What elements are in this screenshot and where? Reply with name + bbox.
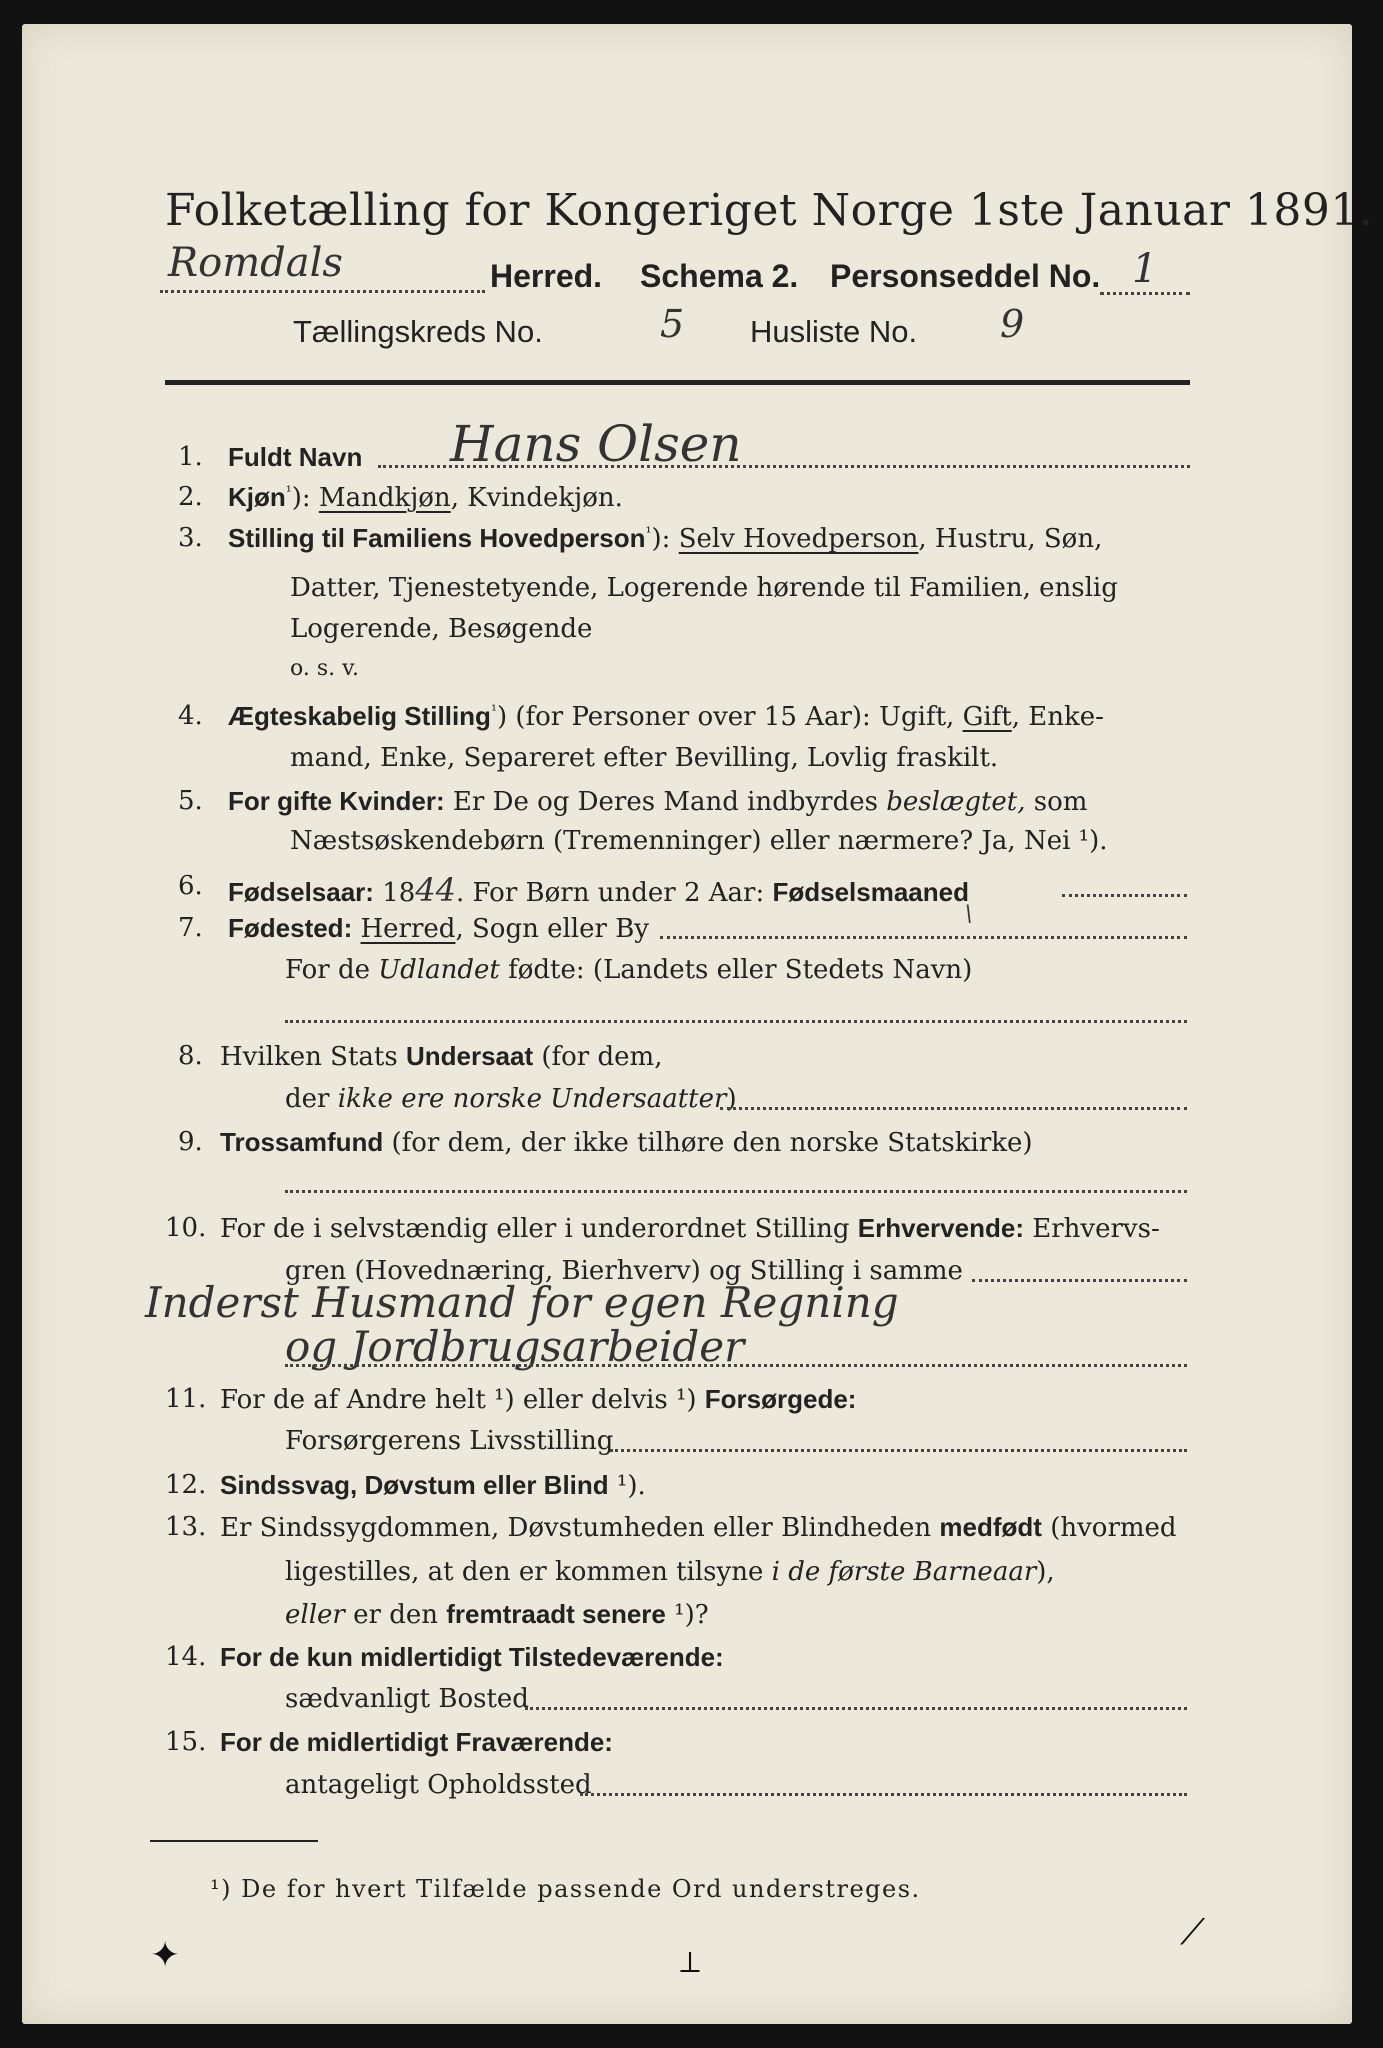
- item-number: 3.: [178, 523, 203, 553]
- sex-label: Kjøn: [228, 482, 286, 512]
- text: beslægtet,: [886, 787, 1026, 817]
- text: (for dem, der ikke tilhøre den norske Statskirke): [383, 1128, 1033, 1158]
- text: ¹)?: [665, 1600, 709, 1630]
- birth-month-label: Fødselsmaaned: [772, 877, 969, 907]
- footnote-ref: ¹: [645, 523, 652, 542]
- item-number: 4.: [178, 701, 203, 731]
- header-rule: [165, 380, 1190, 385]
- name-value: Hans Olsen: [450, 415, 742, 473]
- item-number: 9.: [178, 1127, 203, 1157]
- item-number: 5.: [178, 786, 203, 816]
- birth-year-label: Fødselsaar:: [228, 877, 374, 907]
- dependents-line2: Forsørgerens Livsstilling: [285, 1426, 614, 1456]
- dependents-line1: [220, 1384, 856, 1415]
- personseddel-dotted-line: [1100, 292, 1190, 295]
- family-position-line3: Logerende, Besøgende: [290, 614, 593, 644]
- item-number: 8.: [178, 1041, 203, 1071]
- herred-value: Romdals: [168, 240, 343, 286]
- occupation-line2: gren (Hovednæring, Bierhverv) og Stilling i samme: [285, 1256, 963, 1286]
- family-position-line2: Datter, Tjenestetyende, Logerende hørende til Familien, enslig: [290, 573, 1118, 603]
- religion-label: Trossamfund: [220, 1127, 384, 1157]
- family-position-line4: o. s. v.: [290, 656, 359, 681]
- sex-option-female: , Kvindekjøn.: [450, 483, 623, 513]
- occupation-dotted-line-2: [285, 1364, 1187, 1367]
- text: som: [1025, 787, 1088, 817]
- provider-dotted-line: [610, 1449, 1187, 1452]
- husliste-label: Husliste No.: [750, 314, 918, 349]
- item-number: 15.: [165, 1727, 207, 1757]
- family-position-label: Stilling til Familiens Hovedperson: [228, 523, 646, 553]
- marital-status-selected: Gift: [962, 702, 1012, 732]
- birthplace-value: \: [965, 902, 973, 927]
- footnote: ¹) De for hvert Tilfælde passende Ord understreges.: [210, 1875, 921, 1903]
- herred-dotted-line: [160, 290, 485, 293]
- occupation-value-line1: Inderst Husmand for egen Regning: [145, 1278, 899, 1327]
- text: For de af Andre helt ¹) eller delvis ¹): [220, 1385, 705, 1415]
- item-number: 1.: [178, 442, 203, 472]
- text: , Hustru, Søn,: [918, 524, 1103, 554]
- footnote-rule: [150, 1840, 318, 1842]
- congenital-line3: [285, 1599, 709, 1630]
- marital-status-label: Ægteskabelig Stilling: [228, 701, 491, 731]
- text: Hvilken Stats: [220, 1042, 406, 1072]
- married-women-label: For gifte Kvinder:: [228, 786, 445, 816]
- occupation-label: Erhvervende:: [857, 1213, 1024, 1243]
- marital-status-line1: [228, 701, 1104, 732]
- registration-mark: ✦: [150, 1935, 181, 1976]
- text: , Sogn eller By: [455, 914, 649, 944]
- text: ),: [1036, 1557, 1055, 1587]
- congenital-line2: [285, 1557, 1055, 1587]
- item-number: 2.: [178, 482, 203, 512]
- sex-option-male: Mandkjøn: [318, 483, 451, 513]
- dependents-label: Forsørgede:: [704, 1384, 857, 1414]
- probable-location-label: antageligt Opholdssted: [285, 1770, 592, 1800]
- text: (hvormed: [1041, 1513, 1177, 1543]
- text: fødte: (Landets eller Stedets Navn): [499, 955, 973, 985]
- herred-label: Herred.: [490, 258, 603, 294]
- item-number: 11.: [165, 1384, 207, 1414]
- text: , Enke-: [1011, 702, 1104, 732]
- text: er den: [344, 1600, 447, 1630]
- item-number: 10.: [165, 1213, 207, 1243]
- citizenship-line2: [285, 1084, 737, 1114]
- usual-residence-label: sædvanligt Bosted: [285, 1684, 529, 1714]
- disability-label: Sindssvag, Døvstum eller Blind: [220, 1470, 609, 1500]
- citizenship-dotted-line: [720, 1107, 1187, 1110]
- birthplace-dotted-line: [660, 936, 1187, 939]
- religion-line: [220, 1127, 1033, 1158]
- sex-sep: ):: [291, 483, 319, 513]
- text: der: [285, 1084, 338, 1114]
- text: Er De og Deres Mand indbyrdes: [444, 787, 887, 817]
- congenital-line1: [220, 1512, 1177, 1543]
- usual-residence-dotted-line: [525, 1707, 1187, 1710]
- religion-dotted-line: [285, 1190, 1187, 1193]
- text: 18: [373, 878, 416, 908]
- text: Erhvervs-: [1023, 1214, 1160, 1244]
- probable-location-dotted-line: [580, 1793, 1187, 1796]
- text: ¹).: [608, 1471, 646, 1501]
- item-number: 14.: [165, 1642, 207, 1672]
- husliste-value: 9: [1000, 302, 1025, 346]
- temporary-absent-label: For de midlertidigt Fraværende:: [220, 1727, 613, 1757]
- family-position-selected: Selv Hovedperson: [678, 524, 919, 554]
- birth-year-line: [228, 871, 969, 909]
- kreds-value: 5: [660, 302, 685, 346]
- text: For de: [285, 955, 379, 985]
- citizenship-line1: [220, 1041, 662, 1072]
- text: . For Børn under 2 Aar:: [456, 878, 773, 908]
- sex-line: [228, 482, 623, 513]
- marital-status-line2: mand, Enke, Separeret efter Bevilling, Lovlig fraskilt.: [290, 743, 999, 773]
- occupation-line1: [220, 1213, 1160, 1244]
- item-number: 12.: [165, 1470, 207, 1500]
- later-onset-label: fremtraadt senere: [446, 1599, 666, 1629]
- text: ikke ere norske Undersaatter: [337, 1084, 727, 1114]
- family-position-line1: [228, 523, 1102, 554]
- census-form-sheet: [22, 24, 1352, 2024]
- registration-mark: ⟋: [1180, 1912, 1206, 1953]
- item-number: 13.: [165, 1512, 207, 1542]
- personseddel-label: Personseddel No.: [830, 258, 1101, 294]
- footnote-ref: ¹: [285, 482, 292, 501]
- birth-month-dotted-line: [1062, 894, 1187, 897]
- birthplace-line1: [228, 913, 649, 944]
- congenital-label: medfødt: [939, 1512, 1042, 1542]
- text: Udlandet: [378, 955, 500, 985]
- temporary-present-label: For de kun midlertidigt Tilstedeværende:: [220, 1642, 724, 1672]
- text: (for dem,: [533, 1042, 663, 1072]
- footnote-ref: ¹: [490, 701, 497, 720]
- text: For de i selvstændig eller i underordnet Stilling: [220, 1214, 858, 1244]
- text: ): [726, 1084, 737, 1114]
- text: ) (for Personer over 15 Aar): Ugift,: [496, 702, 963, 732]
- text: ):: [651, 524, 679, 554]
- married-women-line1: [228, 786, 1087, 817]
- occupation-value-line2: og Jordbrugsarbeider: [285, 1322, 745, 1371]
- text: eller: [285, 1600, 345, 1630]
- item-number: 7.: [178, 913, 203, 943]
- birthplace-selected: Herred: [360, 914, 456, 944]
- married-women-line2: Næstsøskendebørn (Tremenninger) eller nærmere? Ja, Nei ¹).: [290, 826, 1108, 856]
- birth-year-value: 44: [415, 871, 457, 909]
- item-number: 6.: [178, 871, 203, 901]
- schema-label: Schema 2.: [640, 258, 799, 294]
- text: ligestilles, at den er kommen tilsyne: [285, 1557, 772, 1587]
- form-title: Folketælling for Kongeriget Norge 1ste Januar 1891.: [165, 185, 1374, 236]
- birthplace-line2: [285, 955, 972, 985]
- personseddel-value: 1: [1132, 246, 1158, 292]
- birthplace-label: Fødested:: [228, 913, 353, 943]
- foreign-birthplace-dotted-line: [285, 1020, 1187, 1023]
- text: i de første Barneaar: [771, 1557, 1037, 1587]
- registration-mark: ⟂: [680, 1945, 701, 1980]
- disability-line: [220, 1470, 646, 1501]
- name-label: Fuldt Navn: [228, 442, 363, 472]
- kreds-label: Tællingskreds No.: [293, 314, 543, 349]
- citizenship-label: Undersaat: [405, 1041, 534, 1071]
- occupation-dotted-line: [972, 1279, 1187, 1282]
- text: Er Sindssygdommen, Døvstumheden eller Blindheden: [220, 1513, 940, 1543]
